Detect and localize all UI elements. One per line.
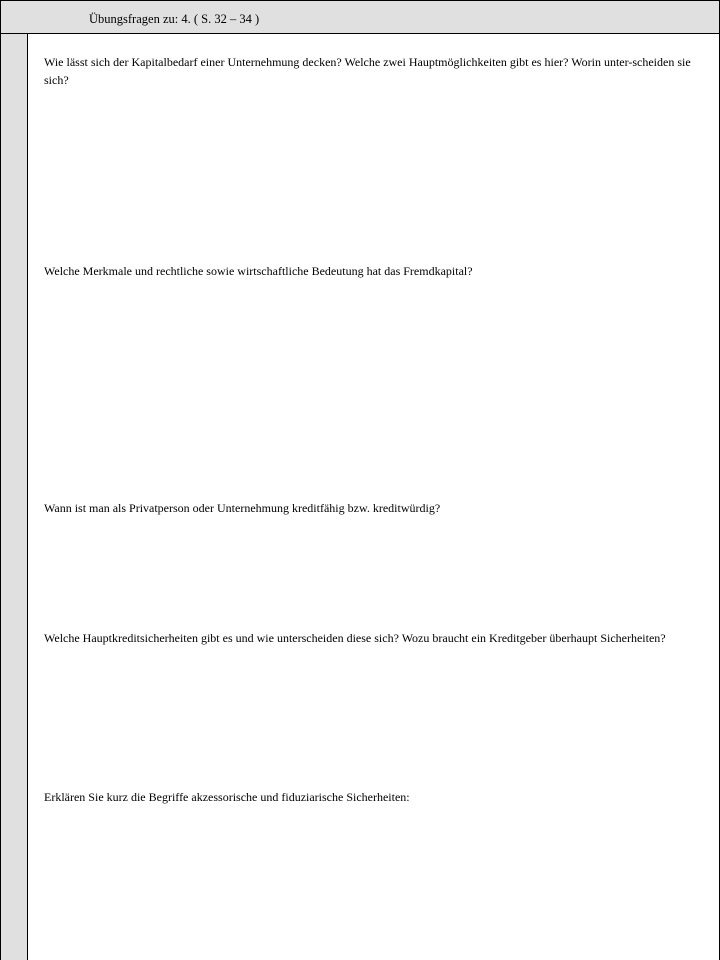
question-5: Erklären Sie kurz die Begriffe akzessorische und fiduziarische Sicherheiten: — [44, 790, 410, 804]
question-2: Welche Merkmale und rechtliche sowie wirtschaftliche Bedeutung hat das Fremdkapital? — [44, 264, 473, 278]
question-3: Wann ist man als Privatperson oder Unternehmung kreditfähig bzw. kreditwürdig? — [44, 501, 441, 515]
left-border-line — [0, 0, 1, 960]
question-1: Wie lässt sich der Kapitalbedarf einer Unternehmung decken? Welche zwei Hauptmöglichkeiten gibt es hier? Worin unter-scheiden sie sich? — [44, 55, 691, 87]
left-margin-column — [0, 34, 28, 960]
worksheet-title: Übungsfragen zu: 4. ( S. 32 – 34 ) — [89, 12, 260, 26]
worksheet-header — [0, 0, 720, 34]
question-4: Welche Hauptkreditsicherheiten gibt es und wie unterscheiden diese sich? Wozu braucht ein Kreditgeber überhaupt Sicherheiten? — [44, 631, 666, 645]
